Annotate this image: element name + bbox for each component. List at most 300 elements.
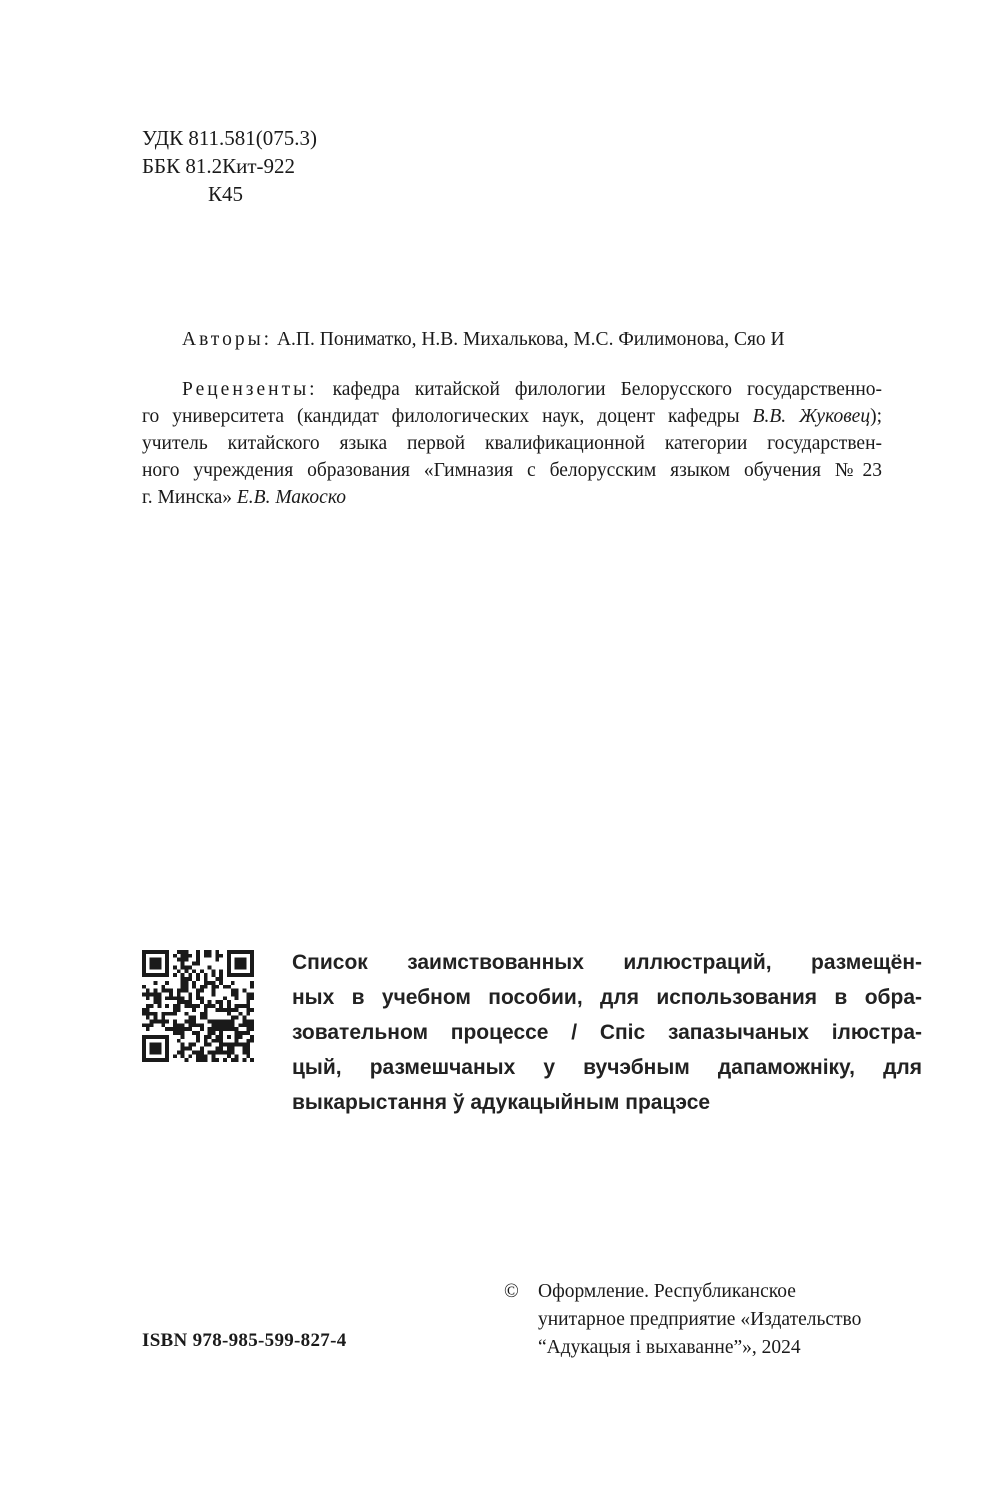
qr-module — [177, 950, 181, 954]
qr-module — [181, 958, 185, 962]
qr-module — [204, 1039, 208, 1043]
qr-module — [184, 958, 188, 962]
qr-module — [150, 958, 154, 962]
qr-module — [219, 1031, 223, 1035]
qr-module — [250, 1058, 254, 1062]
qr-module — [227, 1027, 231, 1031]
qr-module — [200, 1054, 204, 1058]
qr-module — [212, 1054, 216, 1058]
qr-module — [219, 1008, 223, 1012]
qr-module — [146, 989, 150, 993]
qr-module — [235, 965, 239, 969]
qr-module — [200, 1023, 204, 1027]
qr-module — [142, 992, 146, 996]
qr-module — [215, 977, 219, 981]
qr-module — [142, 965, 146, 969]
qr-module — [208, 1020, 212, 1024]
qr-module — [204, 1016, 208, 1020]
illustrations-note[interactable] — [292, 945, 922, 1120]
qr-module — [192, 985, 196, 989]
qr-module — [215, 985, 219, 989]
qr-module — [250, 992, 254, 996]
qr-module — [181, 1000, 185, 1004]
qr-module — [235, 1054, 239, 1058]
qr-module — [208, 1050, 212, 1054]
qr-module — [246, 973, 250, 977]
qr-module — [242, 1023, 246, 1027]
qr-module — [161, 950, 165, 954]
qr-module — [192, 981, 196, 985]
qr-module — [200, 1012, 204, 1016]
qr-module — [235, 989, 239, 993]
qr-module — [239, 1035, 243, 1039]
qr-module — [154, 1020, 158, 1024]
qr-module — [192, 1008, 196, 1012]
qr-module — [196, 958, 200, 962]
qr-module — [250, 1039, 254, 1043]
qr-module — [204, 973, 208, 977]
qr-module — [204, 977, 208, 981]
qr-module — [157, 965, 161, 969]
qr-module — [196, 1050, 200, 1054]
reviewers-text-2: го университета (кандидат филологических наук, доцент кафедры — [142, 406, 753, 427]
qr-module — [184, 1047, 188, 1051]
qr-module — [204, 1058, 208, 1062]
qr-module — [219, 1043, 223, 1047]
qr-module — [246, 1054, 250, 1058]
qr-module — [250, 950, 254, 954]
qr-module — [150, 1023, 154, 1027]
qr-module — [212, 969, 216, 973]
qr-module — [196, 962, 200, 966]
qr-module — [150, 950, 154, 954]
reviewers-line-3: учитель китайского языка первой квалификационной категории государствен- — [142, 433, 882, 454]
qr-module — [181, 1023, 185, 1027]
qr-module — [142, 1008, 146, 1012]
qr-module — [239, 1004, 243, 1008]
qr-module — [146, 1008, 150, 1012]
isbn: ISBN 978-985-599-827-4 — [142, 1330, 347, 1351]
qr-module — [227, 969, 231, 973]
qr-module — [181, 954, 185, 958]
qr-module — [204, 954, 208, 958]
qr-module — [169, 1027, 173, 1031]
qr-module — [154, 958, 158, 962]
qr-module — [184, 965, 188, 969]
qr-module — [239, 1031, 243, 1035]
qr-module — [173, 1012, 177, 1016]
qr-module — [192, 1050, 196, 1054]
qr-module — [165, 996, 169, 1000]
qr-module — [235, 996, 239, 1000]
qr-module — [212, 973, 216, 977]
qr-module — [239, 1023, 243, 1027]
copyright-line-3: “Адукацыя і выхаванне”», 2024 — [538, 1337, 801, 1358]
qr-module — [154, 973, 158, 977]
qr-module — [246, 1004, 250, 1008]
qr-module — [215, 1047, 219, 1051]
qr-module — [177, 1039, 181, 1043]
qr-module — [142, 1023, 146, 1027]
qr-module — [161, 1023, 165, 1027]
reviewers-label: Рецензенты: — [182, 379, 318, 400]
qr-module — [157, 1035, 161, 1039]
qr-module — [208, 981, 212, 985]
qr-module — [235, 1016, 239, 1020]
qr-module — [154, 1000, 158, 1004]
qr-module — [212, 992, 216, 996]
qr-module — [227, 1050, 231, 1054]
qr-module — [146, 1004, 150, 1008]
qr-module — [196, 996, 200, 1000]
qr-module — [215, 1058, 219, 1062]
qr-module — [204, 985, 208, 989]
qr-module — [219, 969, 223, 973]
qr-module — [208, 1043, 212, 1047]
qr-module — [157, 992, 161, 996]
qr-module — [188, 996, 192, 1000]
qr-module — [157, 1050, 161, 1054]
qr-module — [161, 1016, 165, 1020]
qr-module — [150, 1020, 154, 1024]
qr-module — [188, 1047, 192, 1051]
qr-module — [231, 992, 235, 996]
qr-module — [219, 1020, 223, 1024]
qr-module — [177, 958, 181, 962]
qr-module — [200, 1050, 204, 1054]
qr-module — [188, 1004, 192, 1008]
qr-module — [142, 1047, 146, 1051]
qr-module — [242, 965, 246, 969]
qr-module — [223, 1058, 227, 1062]
qr-module — [181, 996, 185, 1000]
qr-module — [246, 1039, 250, 1043]
illustrations-line-2: ных в учебном пособии, для использования в обра- — [292, 986, 922, 1009]
qr-module — [219, 1004, 223, 1008]
qr-module — [235, 1043, 239, 1047]
qr-module — [150, 973, 154, 977]
qr-module — [227, 1004, 231, 1008]
qr-module — [169, 989, 173, 993]
copyright-line-1: Оформление. Республиканское — [538, 1281, 796, 1302]
qr-module — [231, 1047, 235, 1051]
qr-module — [157, 1004, 161, 1008]
qr-module — [184, 1020, 188, 1024]
qr-module — [161, 1035, 165, 1039]
qr-module — [246, 1023, 250, 1027]
qr-module — [204, 1008, 208, 1012]
qr-module — [173, 1054, 177, 1058]
qr-module — [215, 958, 219, 962]
qr-module — [169, 996, 173, 1000]
reviewers-line-2 — [142, 403, 882, 430]
qr-module — [196, 1004, 200, 1008]
qr-module — [215, 1000, 219, 1004]
qr-module — [192, 969, 196, 973]
qr-module — [188, 977, 192, 981]
reviewers-line-1 — [142, 376, 882, 403]
qr-module — [177, 1008, 181, 1012]
qr-module — [246, 1020, 250, 1024]
qr-module — [246, 1043, 250, 1047]
qr-module — [154, 1047, 158, 1051]
qr-module — [242, 962, 246, 966]
qr-module — [192, 1016, 196, 1020]
qr-module — [173, 1020, 177, 1024]
qr-module — [165, 962, 169, 966]
qr-module — [208, 1004, 212, 1008]
qr-module — [219, 977, 223, 981]
copyright-text — [538, 1278, 918, 1362]
qr-module — [161, 1012, 165, 1016]
qr-module — [165, 965, 169, 969]
qr-module — [242, 958, 246, 962]
qr-module — [184, 981, 188, 985]
qr-module — [184, 1004, 188, 1008]
qr-module — [157, 1043, 161, 1047]
qr-module — [227, 1020, 231, 1024]
qr-module — [146, 1035, 150, 1039]
udk-code: УДК 811.581(075.3) — [142, 126, 318, 150]
qr-module — [231, 950, 235, 954]
qr-module — [227, 973, 231, 977]
qr-module — [223, 1008, 227, 1012]
qr-module — [154, 962, 158, 966]
qr-module — [165, 1004, 169, 1008]
qr-module — [165, 1039, 169, 1043]
reviewers-text-2-end: ); — [870, 406, 882, 427]
qr-module — [239, 1012, 243, 1016]
qr-module — [219, 1047, 223, 1051]
qr-module — [177, 1004, 181, 1008]
qr-module — [219, 1027, 223, 1031]
qr-module — [150, 1058, 154, 1062]
reviewers-line-5 — [142, 484, 882, 511]
qr-module — [154, 1035, 158, 1039]
qr-module — [181, 1047, 185, 1051]
qr-module — [184, 1012, 188, 1016]
qr-module — [177, 1027, 181, 1031]
qr-module — [142, 954, 146, 958]
bbk-code: ББК 81.2Кит-922 — [142, 154, 296, 178]
qr-module — [196, 1031, 200, 1035]
qr-module — [181, 973, 185, 977]
qr-module — [142, 969, 146, 973]
qr-code-icon[interactable] — [142, 950, 254, 1062]
qr-module — [231, 1023, 235, 1027]
qr-module — [231, 1008, 235, 1012]
qr-module — [188, 965, 192, 969]
qr-module — [250, 1035, 254, 1039]
qr-module — [250, 985, 254, 989]
qr-module — [165, 1047, 169, 1051]
qr-module — [235, 1031, 239, 1035]
qr-module — [250, 962, 254, 966]
qr-module — [142, 1043, 146, 1047]
qr-module — [157, 1047, 161, 1051]
qr-module — [157, 996, 161, 1000]
qr-module — [181, 977, 185, 981]
qr-module — [231, 1043, 235, 1047]
qr-module — [177, 989, 181, 993]
qr-module — [154, 965, 158, 969]
qr-module — [212, 1039, 216, 1043]
qr-module — [146, 1023, 150, 1027]
qr-module — [154, 996, 158, 1000]
qr-module — [242, 1004, 246, 1008]
qr-module — [223, 1023, 227, 1027]
qr-module — [219, 973, 223, 977]
qr-module — [181, 1043, 185, 1047]
qr-module — [165, 1012, 169, 1016]
qr-module — [188, 1043, 192, 1047]
qr-module — [165, 1058, 169, 1062]
qr-module — [227, 985, 231, 989]
qr-module — [227, 1008, 231, 1012]
qr-module — [235, 950, 239, 954]
qr-module — [250, 1008, 254, 1012]
qr-module — [231, 1058, 235, 1062]
qr-module — [146, 973, 150, 977]
qr-module — [227, 1023, 231, 1027]
qr-module — [142, 1054, 146, 1058]
qr-module — [231, 981, 235, 985]
qr-module — [196, 1054, 200, 1058]
qr-module — [250, 954, 254, 958]
qr-module — [208, 965, 212, 969]
qr-module — [215, 1035, 219, 1039]
qr-module — [200, 969, 204, 973]
qr-module — [223, 1043, 227, 1047]
qr-module — [212, 989, 216, 993]
qr-module — [150, 1012, 154, 1016]
qr-module — [212, 1027, 216, 1031]
qr-module — [184, 1027, 188, 1031]
qr-module — [181, 965, 185, 969]
qr-module — [219, 1023, 223, 1027]
qr-module — [150, 1043, 154, 1047]
qr-module — [192, 1031, 196, 1035]
illustrations-line-5: выкарыстання ў адукацыйным працэсе — [292, 1091, 711, 1114]
qr-module — [215, 954, 219, 958]
qr-module — [181, 981, 185, 985]
qr-module — [250, 965, 254, 969]
qr-module — [219, 954, 223, 958]
authors-label: Авторы: — [182, 329, 273, 350]
qr-module — [227, 954, 231, 958]
qr-module — [161, 1058, 165, 1062]
qr-module — [188, 973, 192, 977]
qr-module — [200, 1027, 204, 1031]
qr-module — [200, 1016, 204, 1020]
qr-module — [192, 1023, 196, 1027]
qr-module — [215, 1008, 219, 1012]
qr-module — [231, 1050, 235, 1054]
qr-module — [204, 1054, 208, 1058]
qr-module — [200, 1047, 204, 1051]
qr-module — [173, 996, 177, 1000]
qr-module — [177, 1031, 181, 1035]
qr-module — [157, 950, 161, 954]
qr-module — [142, 973, 146, 977]
qr-module — [239, 1043, 243, 1047]
reviewers-text-5: г. Минска» — [142, 487, 237, 508]
qr-module — [177, 1000, 181, 1004]
qr-module — [142, 1039, 146, 1043]
qr-module — [165, 969, 169, 973]
qr-module — [173, 954, 177, 958]
qr-module — [231, 1020, 235, 1024]
qr-module — [165, 958, 169, 962]
qr-module — [223, 985, 227, 989]
qr-module — [242, 1020, 246, 1024]
qr-module — [219, 1035, 223, 1039]
qr-module — [246, 996, 250, 1000]
qr-module — [165, 950, 169, 954]
qr-module — [235, 1035, 239, 1039]
qr-module — [157, 1058, 161, 1062]
qr-module — [227, 1054, 231, 1058]
qr-module — [250, 958, 254, 962]
qr-module — [165, 1020, 169, 1024]
qr-module — [184, 989, 188, 993]
illustrations-line-1: Список заимствованных иллюстраций, размещён- — [292, 951, 922, 974]
qr-module — [215, 1023, 219, 1027]
qr-module — [184, 985, 188, 989]
qr-module — [227, 1047, 231, 1051]
qr-module — [246, 992, 250, 996]
qr-module — [196, 992, 200, 996]
qr-module — [154, 1058, 158, 1062]
qr-module — [173, 1023, 177, 1027]
qr-module — [239, 965, 243, 969]
qr-module — [200, 985, 204, 989]
qr-module — [181, 962, 185, 966]
qr-module — [235, 958, 239, 962]
qr-module — [227, 1043, 231, 1047]
qr-module — [208, 1035, 212, 1039]
qr-module — [142, 1012, 146, 1016]
qr-module — [188, 992, 192, 996]
qr-module — [157, 1000, 161, 1004]
qr-module — [227, 950, 231, 954]
qr-module — [165, 1043, 169, 1047]
qr-module — [177, 1050, 181, 1054]
qr-module — [154, 1012, 158, 1016]
qr-module — [235, 1004, 239, 1008]
qr-module — [165, 973, 169, 977]
qr-module — [165, 954, 169, 958]
qr-module — [242, 950, 246, 954]
qr-module — [227, 958, 231, 962]
qr-module — [184, 950, 188, 954]
qr-module — [250, 1020, 254, 1024]
qr-module — [246, 1008, 250, 1012]
qr-module — [154, 1016, 158, 1020]
qr-module — [223, 996, 227, 1000]
qr-module — [246, 1031, 250, 1035]
qr-module — [165, 1035, 169, 1039]
qr-module — [227, 962, 231, 966]
qr-module — [157, 962, 161, 966]
qr-module — [227, 965, 231, 969]
qr-module — [157, 1020, 161, 1024]
qr-module — [212, 1023, 216, 1027]
qr-module — [146, 996, 150, 1000]
qr-module — [235, 1008, 239, 1012]
qr-module — [196, 954, 200, 958]
qr-module — [150, 1004, 154, 1008]
